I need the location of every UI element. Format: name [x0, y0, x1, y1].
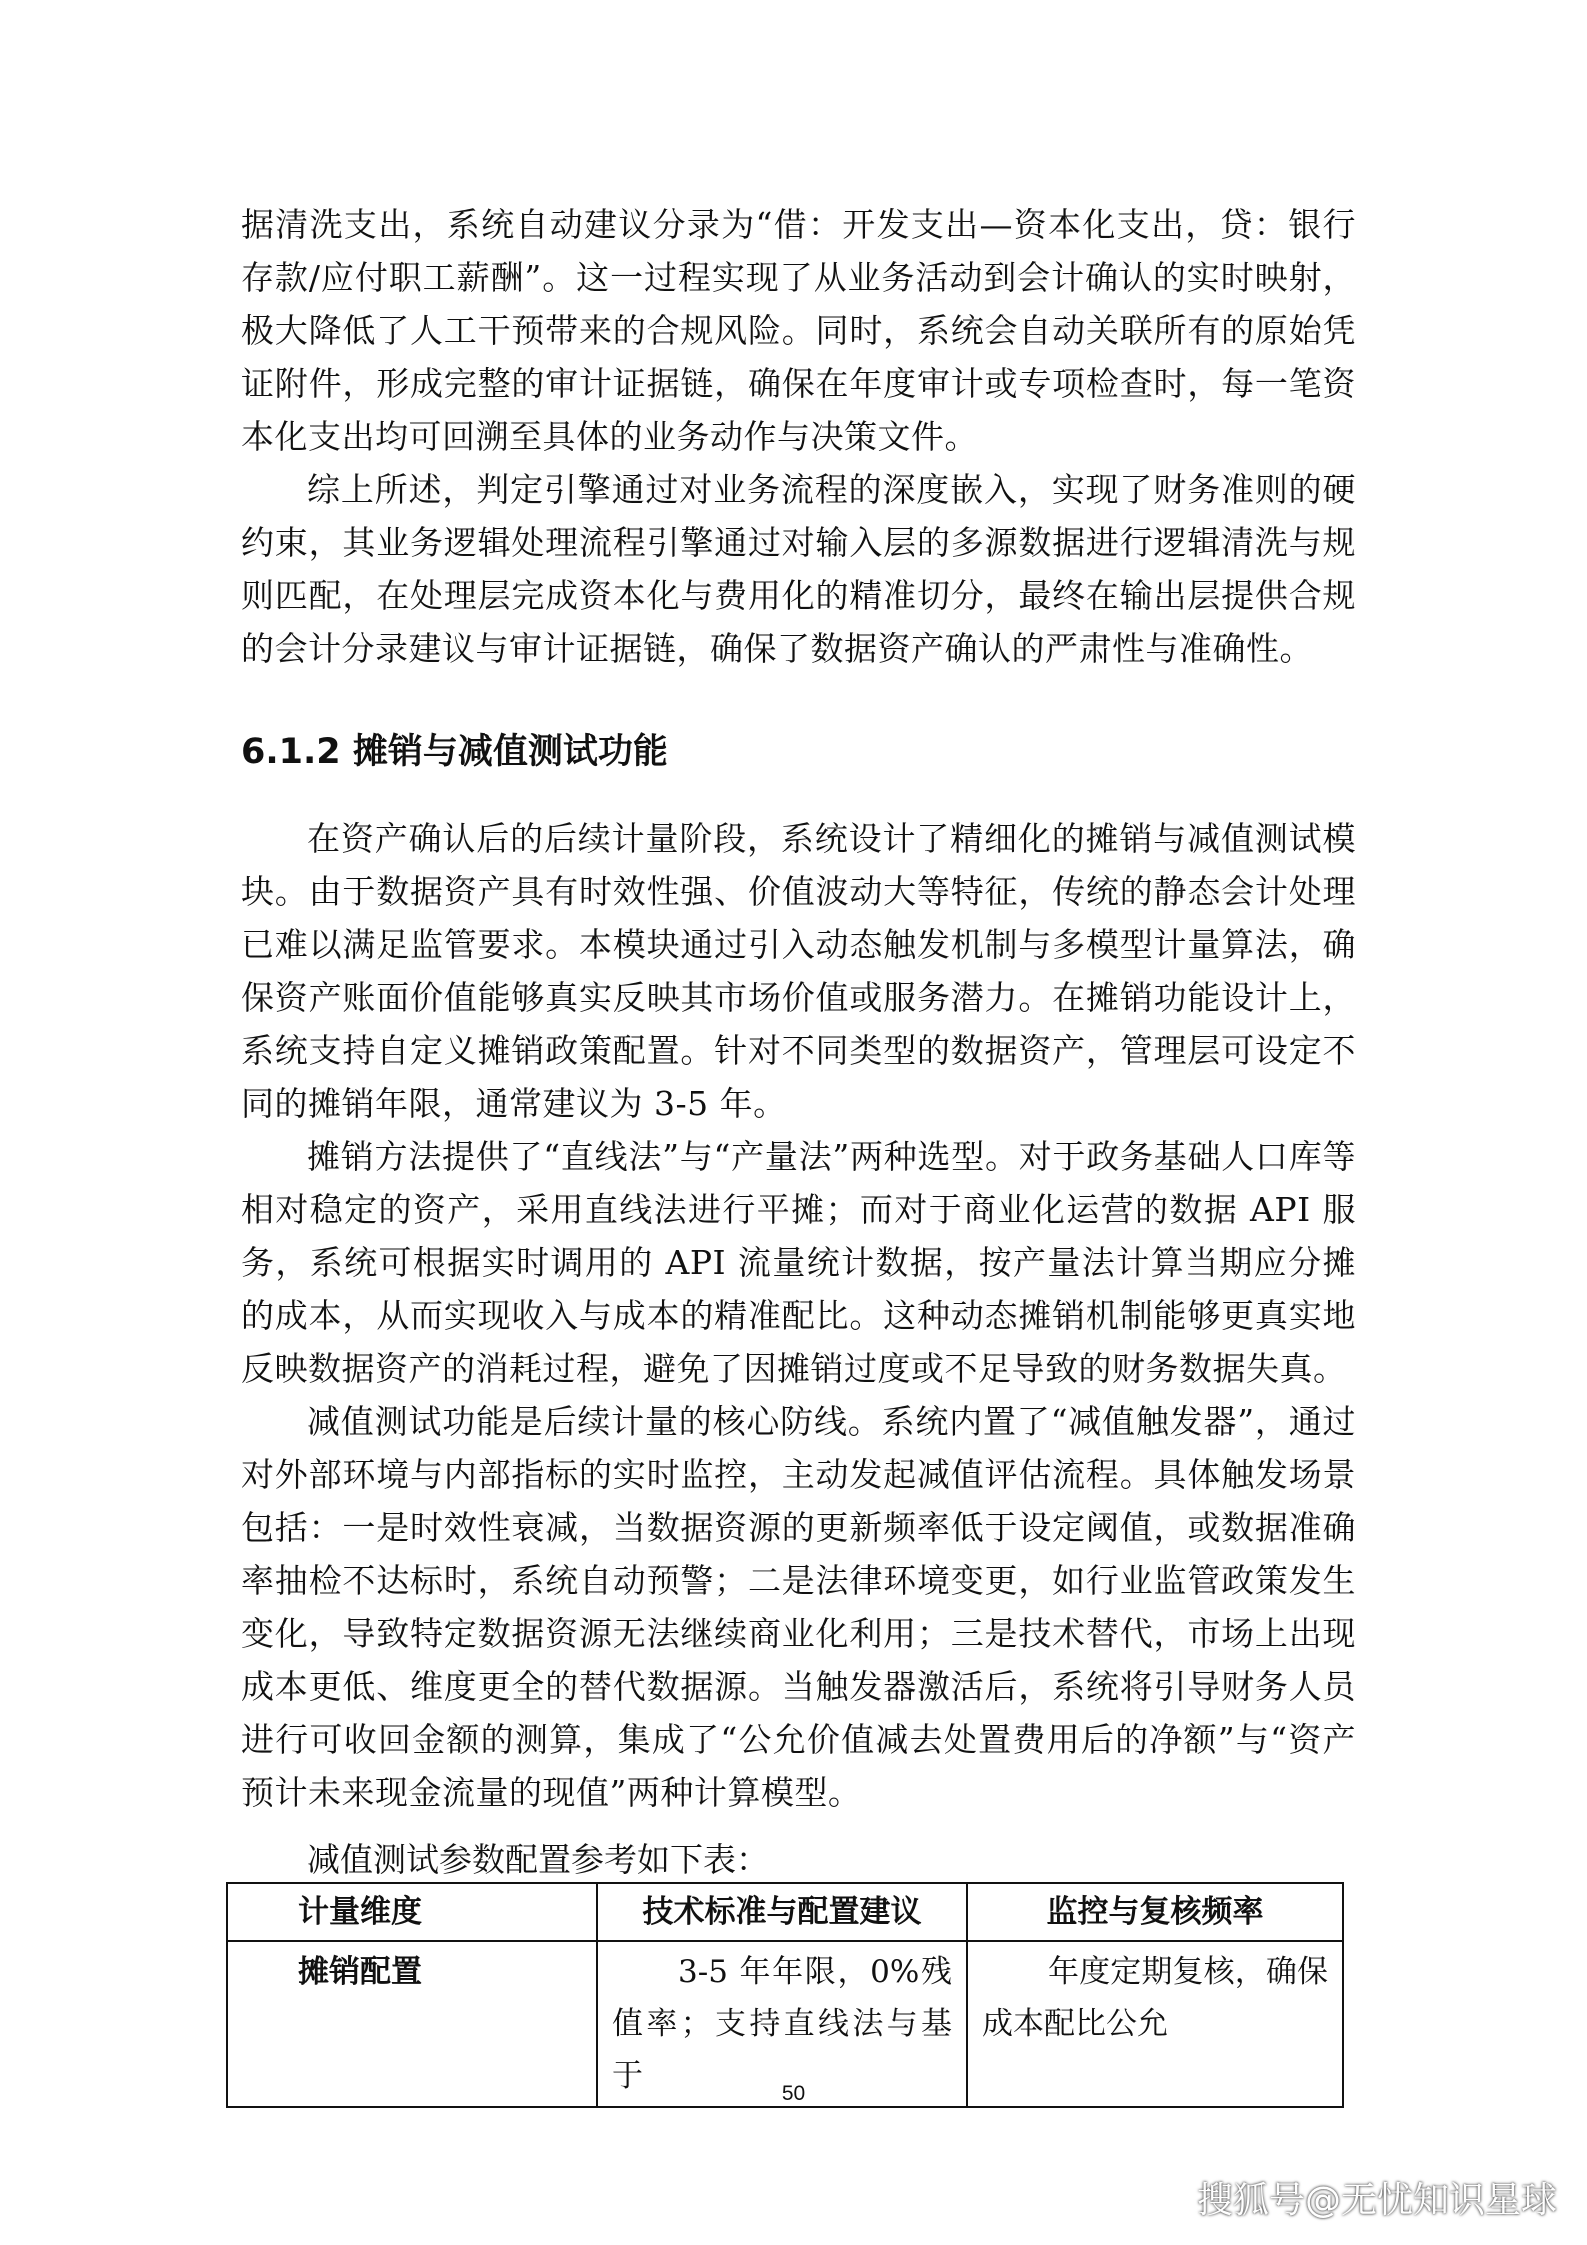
table-caption: 减值测试参数配置参考如下表： — [307, 1840, 769, 1879]
body-paragraph-continued: 据清洗支出，系统自动建议分录为“借：开发支出—资本化支出，贷：银行存款/应付职工薪酬”。这一过程实现了从业务活动到会计确认的实时映射，极大降低了人工干预带来的合规风险。同时，系统会自动关联所有的原始凭证附件，形成完整的审计证据链，确保在年度审计或专项检查时，每一笔资本化支出均可回溯至具体的业务动作与决策文件。 — [241, 205, 1356, 456]
table-cell-standard: 3-5 年年限，0%残值率；支持直线法与基于 — [597, 1941, 967, 2107]
table-header-cell: 监控与复核频率 — [967, 1883, 1343, 1941]
body-paragraph-amortization-intro: 在资产确认后的后续计量阶段，系统设计了精细化的摊销与减值测试模块。由于数据资产具有时效性强、价值波动大等特征，传统的静态会计处理已难以满足监管要求。本模块通过引入动态触发机制与多模型计量算法，确保资产账面价值能够真实反映其市场价值或服务潜力。在摊销功能设计上，系统支持自定义摊销政策配置。针对不同类型的数据资产，管理层可设定不同的摊销年限，通常建议为 3-5 年。 — [241, 819, 1356, 1123]
body-paragraph-amortization-methods: 摊销方法提供了“直线法”与“产量法”两种选型。对于政务基础人口库等相对稳定的资产，采用直线法进行平摊；而对于商业化运营的数据 API 服务，系统可根据实时调用的 API 流量统计数据，按产量法计算当期应分摊的成本，从而实现收入与成本的精准配比。这种动态摊销机制能够更真实地反映数据资产的消耗过程，避免了因摊销过度或不足导致的财务数据失真。 — [241, 1137, 1356, 1388]
body-paragraph-summary: 综上所述，判定引擎通过对业务流程的深度嵌入，实现了财务准则的硬约束，其业务逻辑处理流程引擎通过对输入层的多源数据进行逻辑清洗与规则匹配，在处理层完成资本化与费用化的精准切分，最终在输出层提供合规的会计分录建议与审计证据链，确保了数据资产确认的严肃性与准确性。 — [241, 470, 1356, 668]
page-number: 50 — [781, 2082, 806, 2105]
table-header-cell: 计量维度 — [227, 1883, 597, 1941]
table-cell-frequency: 年度定期复核，确保成本配比公允 — [967, 1941, 1343, 2107]
table-cell-dimension: 摊销配置 — [227, 1941, 597, 2107]
body-paragraph-impairment-test: 减值测试功能是后续计量的核心防线。系统内置了“减值触发器”，通过对外部环境与内部指标的实时监控，主动发起减值评估流程。具体触发场景包括：一是时效性衰减，当数据资源的更新频率低于设定阈值，或数据准确率抽检不达标时，系统自动预警；二是法律环境变更，如行业监管政策发生变化，导致特定数据资源无法继续商业化利用；三是技术替代，市场上出现成本更低、维度更全的替代数据源。当触发器激活后，系统将引导财务人员进行可收回金额的测算，集成了“公允价值减去处置费用后的净额”与“资产预计未来现金流量的现值”两种计算模型。 — [241, 1402, 1356, 1812]
table-header-cell: 技术标准与配置建议 — [597, 1883, 967, 1941]
table-header-row — [227, 1883, 1343, 1941]
section-heading: 6.1.2 摊销与减值测试功能 — [241, 732, 668, 772]
watermark: 搜狐号@无忧知识星球 — [1196, 2180, 1557, 2221]
impairment-parameter-table — [226, 1882, 1344, 2108]
